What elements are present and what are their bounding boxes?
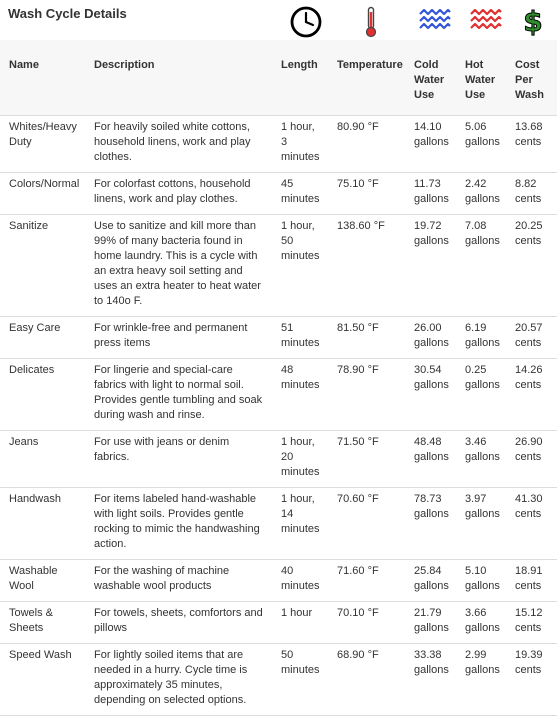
- thermometer-icon: [364, 6, 378, 43]
- cycle-length: 1 hour, 3 minutes: [272, 116, 328, 173]
- cycle-length: 51 minutes: [272, 317, 328, 359]
- cycle-hot-water: 5.06 gallons: [456, 116, 506, 173]
- cycle-cold-water: 48.48 gallons: [405, 431, 456, 488]
- cycle-name: Sanitize: [0, 215, 85, 317]
- column-header-length: Length: [281, 59, 318, 71]
- cycle-temperature: 70.60 °F: [328, 488, 405, 560]
- cycle-cold-water: 33.38 gallons: [405, 644, 456, 716]
- table-row: [0, 173, 557, 215]
- column-header-cold-water: Cold Water Use: [414, 59, 445, 101]
- cycle-cost: 8.82 cents: [506, 173, 557, 215]
- cycle-temperature: 68.90 °F: [328, 644, 405, 716]
- cycle-hot-water: 7.08 gallons: [456, 215, 506, 317]
- cycle-length: 45 minutes: [272, 173, 328, 215]
- cycle-cost: 18.91 cents: [506, 560, 557, 602]
- cycle-cost: 14.26 cents: [506, 359, 557, 431]
- cycle-cold-water: 26.00 gallons: [405, 317, 456, 359]
- cycle-temperature: 71.50 °F: [328, 431, 405, 488]
- cold-water-waves-icon: [419, 9, 451, 36]
- page-title: Wash Cycle Details: [8, 6, 127, 21]
- cycle-description: For lightly soiled items that are needed in a hurry. Cycle time is approximately 35 minutes, depending on selected options.: [85, 644, 272, 716]
- wash-cycle-table: [0, 40, 557, 716]
- table-row: [0, 215, 557, 317]
- table-row: [0, 488, 557, 560]
- cycle-cold-water: 21.79 gallons: [405, 602, 456, 644]
- dollar-icon: [521, 4, 545, 41]
- cycle-cold-water: 25.84 gallons: [405, 560, 456, 602]
- cycle-length: 1 hour: [272, 602, 328, 644]
- cycle-cost: 20.57 cents: [506, 317, 557, 359]
- column-header-hot-water: Hot Water Use: [465, 59, 496, 101]
- clock-icon: [290, 6, 322, 43]
- cycle-cost: 13.68 cents: [506, 116, 557, 173]
- cycle-hot-water: 5.10 gallons: [456, 560, 506, 602]
- cycle-description: For use with jeans or denim fabrics.: [85, 431, 272, 488]
- table-row: [0, 116, 557, 173]
- cycle-name: Colors/Normal: [0, 173, 85, 215]
- cycle-cost: 15.12 cents: [506, 602, 557, 644]
- cycle-description: For colorfast cottons, household linens, work and play clothes.: [85, 173, 272, 215]
- table-row: [0, 317, 557, 359]
- cycle-temperature: 80.90 °F: [328, 116, 405, 173]
- cycle-name: Delicates: [0, 359, 85, 431]
- cycle-length: 40 minutes: [272, 560, 328, 602]
- cycle-description: For heavily soiled white cottons, household linens, work and play clothes.: [85, 116, 272, 173]
- cycle-name: Handwash: [0, 488, 85, 560]
- column-header-name: Name: [9, 59, 39, 71]
- wash-cycle-table-container: [0, 40, 559, 716]
- cycle-cold-water: 14.10 gallons: [405, 116, 456, 173]
- cycle-hot-water: 2.99 gallons: [456, 644, 506, 716]
- cycle-length: 50 minutes: [272, 644, 328, 716]
- svg-text:$: $: [523, 5, 543, 36]
- cycle-hot-water: 0.25 gallons: [456, 359, 506, 431]
- cycle-description: Use to sanitize and kill more than 99% of many bacteria found in home laundry. This is a cycle with an extra heavy soil setting and uses an extra heater to heat water to 140o F.: [85, 215, 272, 317]
- cycle-cold-water: 19.72 gallons: [405, 215, 456, 317]
- cycle-name: Easy Care: [0, 317, 85, 359]
- cycle-description: For the washing of machine washable wool products: [85, 560, 272, 602]
- cycle-cold-water: 30.54 gallons: [405, 359, 456, 431]
- cycle-temperature: 138.60 °F: [328, 215, 405, 317]
- column-header-description: Description: [94, 59, 155, 71]
- table-row: [0, 560, 557, 602]
- hot-water-waves-icon: [470, 9, 502, 36]
- cycle-description: For wrinkle-free and permanent press items: [85, 317, 272, 359]
- cycle-hot-water: 6.19 gallons: [456, 317, 506, 359]
- table-body: [0, 116, 557, 716]
- table-row: [0, 431, 557, 488]
- cycle-length: 1 hour, 50 minutes: [272, 215, 328, 317]
- cycle-cost: 41.30 cents: [506, 488, 557, 560]
- cycle-cold-water: 11.73 gallons: [405, 173, 456, 215]
- cycle-hot-water: 2.42 gallons: [456, 173, 506, 215]
- cycle-description: For lingerie and special-care fabrics with light to normal soil. Provides gentle tumbling and soak during wash and rinse.: [85, 359, 272, 431]
- table-header-row: [0, 40, 557, 116]
- cycle-name: Washable Wool: [0, 560, 85, 602]
- cycle-name: Towels & Sheets: [0, 602, 85, 644]
- cycle-hot-water: 3.66 gallons: [456, 602, 506, 644]
- cycle-cost: 26.90 cents: [506, 431, 557, 488]
- table-row: [0, 359, 557, 431]
- cycle-temperature: 75.10 °F: [328, 173, 405, 215]
- cycle-cost: 19.39 cents: [506, 644, 557, 716]
- cycle-temperature: 71.60 °F: [328, 560, 405, 602]
- cycle-temperature: 78.90 °F: [328, 359, 405, 431]
- cycle-name: Jeans: [0, 431, 85, 488]
- cycle-description: For towels, sheets, comfortors and pillows: [85, 602, 272, 644]
- cycle-hot-water: 3.97 gallons: [456, 488, 506, 560]
- cycle-name: Whites/Heavy Duty: [0, 116, 85, 173]
- column-header-temperature: Temperature: [337, 59, 403, 71]
- cycle-length: 1 hour, 14 minutes: [272, 488, 328, 560]
- cycle-temperature: 70.10 °F: [328, 602, 405, 644]
- cycle-hot-water: 3.46 gallons: [456, 431, 506, 488]
- cycle-cold-water: 78.73 gallons: [405, 488, 456, 560]
- cycle-length: 1 hour, 20 minutes: [272, 431, 328, 488]
- table-row: [0, 602, 557, 644]
- column-header-cost: Cost Per Wash: [515, 59, 544, 101]
- cycle-name: Speed Wash: [0, 644, 85, 716]
- table-row: [0, 644, 557, 716]
- cycle-temperature: 81.50 °F: [328, 317, 405, 359]
- cycle-length: 48 minutes: [272, 359, 328, 431]
- cycle-cost: 20.25 cents: [506, 215, 557, 317]
- cycle-description: For items labeled hand-washable with light soils. Provides gentle rocking to mimic the handwashing action.: [85, 488, 272, 560]
